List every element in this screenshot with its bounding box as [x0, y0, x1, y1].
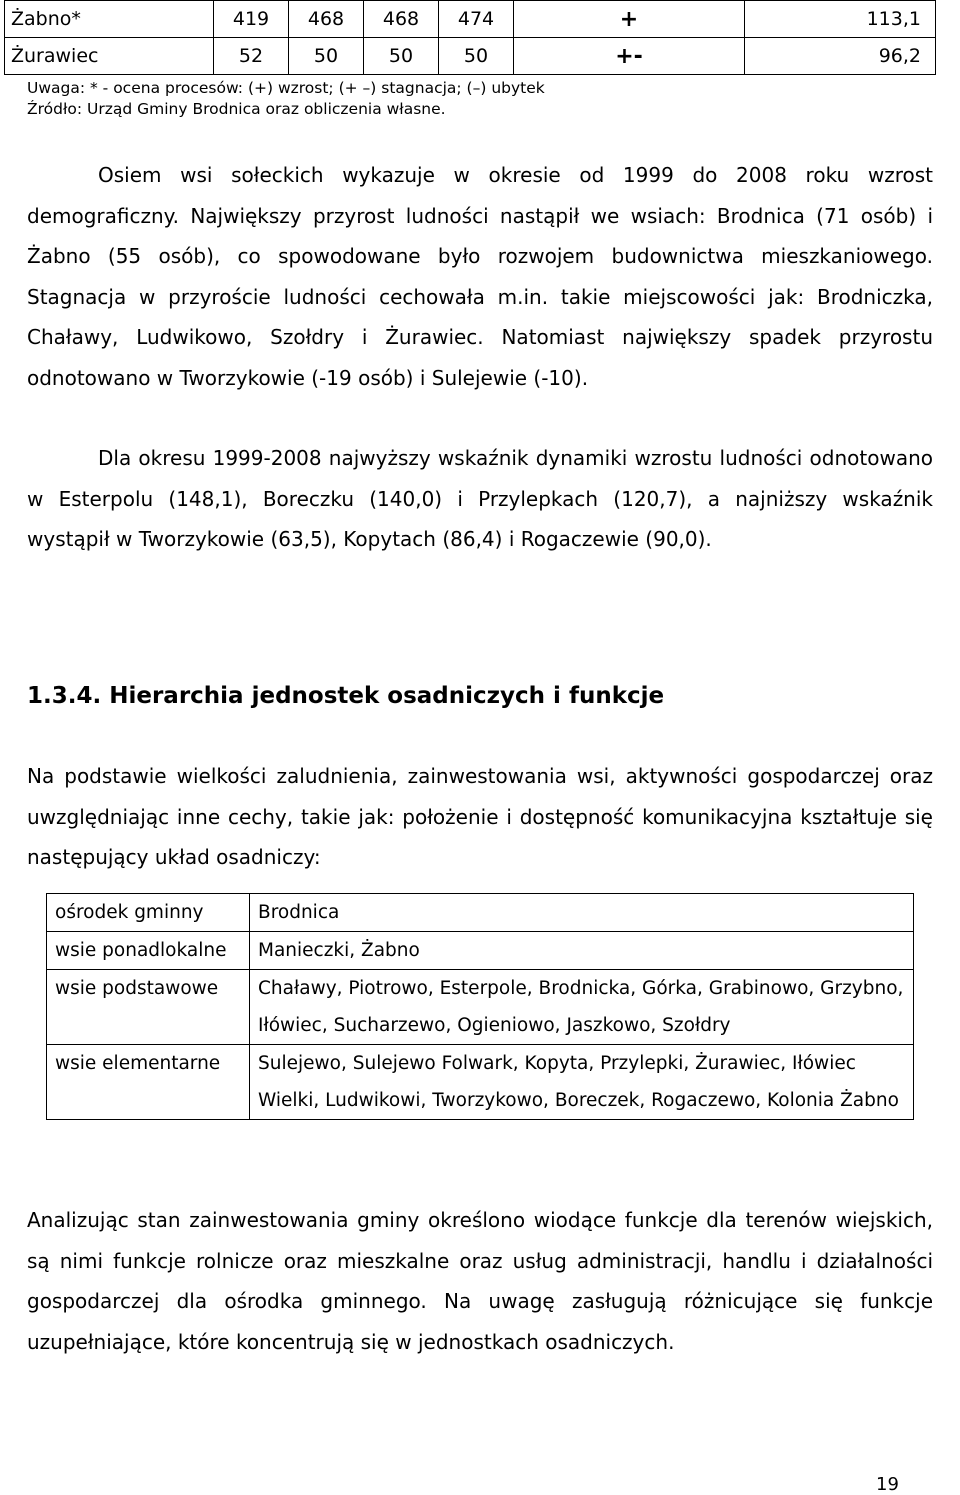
paragraph-demography: Osiem wsi sołeckich wykazuje w okresie od 1999 do 2008 roku wzrost demograficzny. Największy przyrost ludności nastąpił we wsiach: Brodnica (71 osób) i Żabno (55 osób), co spowodowane było rozwojem budownictwa mieszkaniowego. Stagnacja w przyroście ludności cechowała m.in. takie miejscowości jak: Brodniczka, Chaławy, Ludwikowo, Szołdry i Żurawiec. Natomiast największy spadek przyrostu odnotowano w Tworzykowie (-19 osób) i Sulejewie (-10). [27, 163, 933, 390]
value-cell: 468 [289, 1, 364, 38]
village-name: Żabno* [5, 1, 214, 38]
hierarchy-places: Chaławy, Piotrowo, Esterpole, Brodnicka, Górka, Grabinowo, Grzybno, Iłówiec, Sucharzewo, Ogieniowo, Jaszkowo, Szołdry [250, 970, 914, 1045]
hierarchy-places: Manieczki, Żabno [250, 932, 914, 970]
table-source: Źródło: Urząd Gminy Brodnica oraz obliczenia własne. [27, 100, 446, 118]
value-cell: 419 [214, 1, 289, 38]
hierarchy-level: wsie podstawowe [47, 970, 250, 1045]
table-row [47, 970, 914, 1045]
trend-cell: +- [514, 38, 745, 75]
settlement-hierarchy-table [46, 893, 914, 1120]
hierarchy-places: Brodnica [250, 894, 914, 932]
table-row [47, 1045, 914, 1120]
paragraph-functions: Analizując stan zainwestowania gminy określono wiodące funkcje dla terenów wiejskich, są nimi funkcje rolnicze oraz mieszkalne oraz usług administracji, handlu i działalności gospodarczej dla ośrodka gminnego. Na uwagę zasługują różnicujące się funkcje uzupełniające, które koncentrują się w jednostkach osadniczych. [27, 1208, 933, 1354]
population-table [4, 0, 936, 75]
table-row [47, 894, 914, 932]
value-cell: 50 [364, 38, 439, 75]
hierarchy-level: wsie ponadlokalne [47, 932, 250, 970]
table-note: Uwaga: * - ocena procesów: (+) wzrost; (+ –) stagnacja; (–) ubytek [27, 79, 545, 97]
hierarchy-places: Sulejewo, Sulejewo Folwark, Kopyta, Przylepki, Żurawiec, Iłówiec Wielki, Ludwikowi, Tworzykowo, Boreczek, Rogaczewo, Kolonia Żabno [250, 1045, 914, 1120]
page-number: 19 [876, 1474, 899, 1495]
table-row [47, 932, 914, 970]
hierarchy-level: ośrodek gminny [47, 894, 250, 932]
value-cell: 468 [364, 1, 439, 38]
paragraph-dynamics: Dla okresu 1999-2008 najwyższy wskaźnik dynamiki wzrostu ludności odnotowano w Esterpolu (148,1), Boreczku (140,0) i Przylepkach (120,7), a najniższy wskaźnik wystąpił w Tworzykowie (63,5), Kopytach (86,4) i Rogaczewie (90,0). [27, 446, 933, 551]
trend-cell: + [514, 1, 745, 38]
table-row [5, 38, 936, 75]
index-cell: 113,1 [745, 1, 936, 38]
value-cell: 52 [214, 38, 289, 75]
value-cell: 50 [439, 38, 514, 75]
paragraph-settlement-intro: Na podstawie wielkości zaludnienia, zainwestowania wsi, aktywności gospodarczej oraz uwzględniając inne cechy, takie jak: położenie i dostępność komunikacyjna kształtuje się następujący układ osadniczy: [27, 764, 933, 869]
section-title: 1.3.4. Hierarchia jednostek osadniczych i funkcje [27, 683, 665, 709]
hierarchy-level: wsie elementarne [47, 1045, 250, 1120]
value-cell: 474 [439, 1, 514, 38]
table-row [5, 1, 936, 38]
value-cell: 50 [289, 38, 364, 75]
village-name: Żurawiec [5, 38, 214, 75]
index-cell: 96,2 [745, 38, 936, 75]
